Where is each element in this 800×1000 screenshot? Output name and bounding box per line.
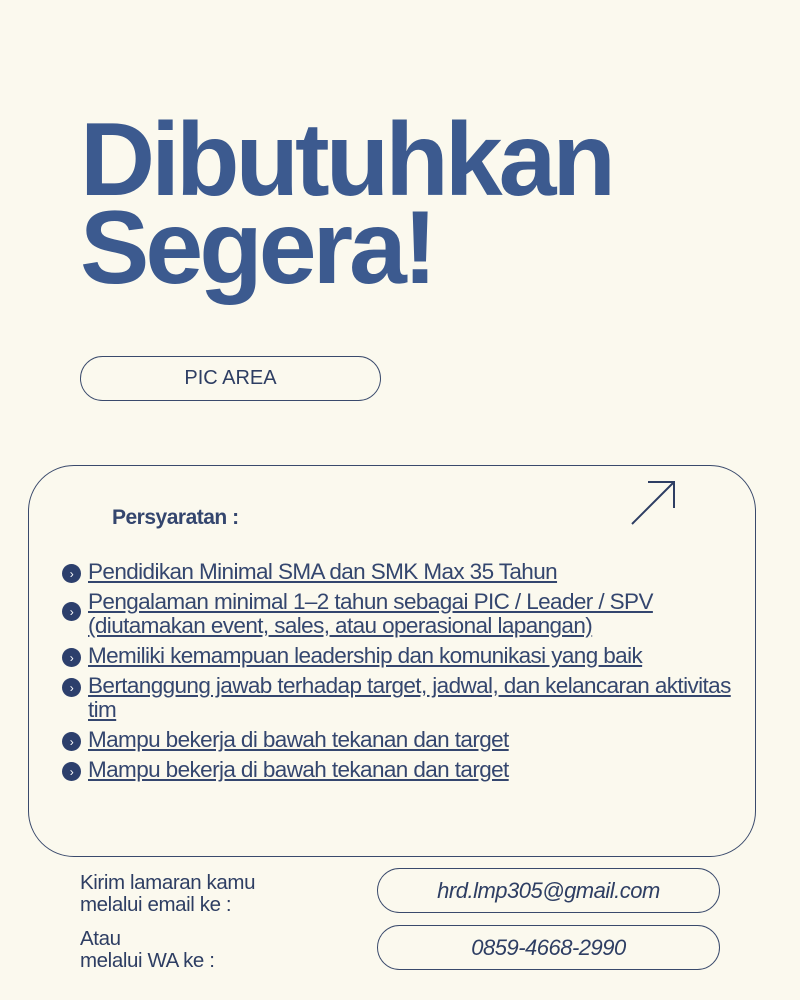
list-item: › Bertanggung jawab terhadap target, jadwal, dan kelancaran aktivitas tim [60, 674, 750, 722]
chevron-bullet-icon: › [62, 732, 81, 751]
chevron-bullet-icon: › [62, 678, 81, 697]
email-link[interactable]: hrd.lmp305@gmail.com [377, 868, 720, 913]
wa-label [80, 928, 215, 972]
chevron-bullet-icon: › [62, 762, 81, 781]
list-item: › Pendidikan Minimal SMA dan SMK Max 35 Tahun [60, 560, 750, 584]
list-item: › Mampu bekerja di bawah tekanan dan target [60, 728, 750, 752]
headline-line1: Dibutuhkan [80, 102, 612, 218]
chevron-bullet-icon: › [62, 648, 81, 667]
requirements-title: Persyaratan : [112, 506, 239, 529]
chevron-bullet-icon: › [62, 564, 81, 583]
chevron-bullet-icon: › [62, 602, 81, 621]
email-label-line2: melalui email ke : [80, 893, 232, 916]
position-pill: PIC AREA [80, 356, 381, 401]
list-item: › Pengalaman minimal 1–2 tahun sebagai PIC / Leader / SPV (diutamakan event, sales, atau operasional lapangan) [60, 590, 750, 638]
list-item: › Mampu bekerja di bawah tekanan dan target [60, 758, 750, 782]
wa-label-line2: melalui WA ke : [80, 949, 215, 972]
whatsapp-number[interactable]: 0859-4668-2990 [377, 925, 720, 970]
email-label-line1: Kirim lamaran kamu [80, 871, 256, 894]
headline-line2: Segera! [80, 190, 434, 306]
wa-label-line1: Atau [80, 927, 121, 950]
arrow-up-right-icon [628, 478, 678, 528]
email-label [80, 872, 255, 916]
requirements-list [60, 560, 750, 788]
list-item: › Memiliki kemampuan leadership dan komunikasi yang baik [60, 644, 750, 668]
